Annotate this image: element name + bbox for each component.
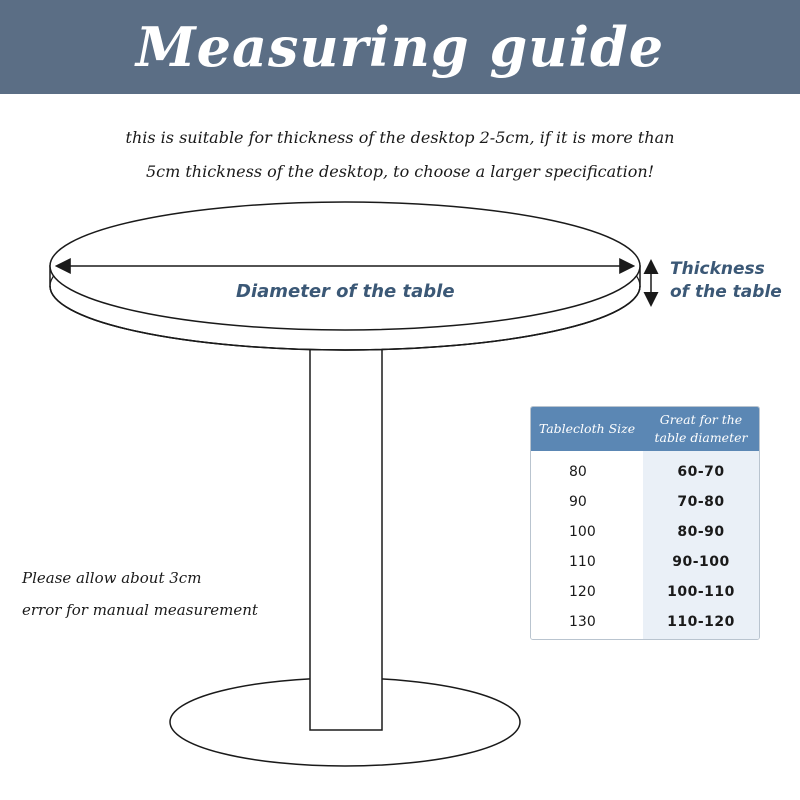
diameter-cell: 110-120 [667,614,735,630]
header-diameter-line-1: Great for the [659,412,743,427]
header-diameter-line-2: table diameter [654,430,748,445]
thickness-note-line-1: this is suitable for thickness of the desktop 2-5cm, if it is more than [125,128,675,147]
thickness-label-line-1: Thickness [670,259,765,279]
size-cell: 110 [569,554,596,570]
table-pole [310,330,382,730]
diameter-cell: 90-100 [672,554,730,570]
diameter-column [643,451,759,639]
size-cell: 80 [569,464,587,480]
size-cell: 130 [569,614,596,630]
error-note-line-2: error for manual measurement [22,601,258,619]
size-cell: 100 [569,524,596,540]
size-table [530,406,760,640]
diameter-cell: 80-90 [677,524,725,540]
diameter-cell: 100-110 [667,584,735,600]
error-note [22,562,258,626]
diameter-cell: 70-80 [677,494,725,510]
thickness-label-line-2: of the table [670,282,782,302]
size-cell: 90 [569,494,587,510]
header-tablecloth-size: Tablecloth Size [538,421,636,436]
size-column [531,451,643,639]
thickness-label [670,258,782,304]
size-table-header [531,407,759,451]
size-table-body [531,451,759,639]
diameter-label: Diameter of the table [236,281,455,302]
page-title: Measuring guide [135,15,665,79]
diameter-cell: 60-70 [677,464,725,480]
size-cell: 120 [569,584,596,600]
header-table-diameter [643,407,759,451]
error-note-line-1: Please allow about 3cm [22,569,202,587]
thickness-note-line-2: 5cm thickness of the desktop, to choose a larger specification! [145,162,655,181]
